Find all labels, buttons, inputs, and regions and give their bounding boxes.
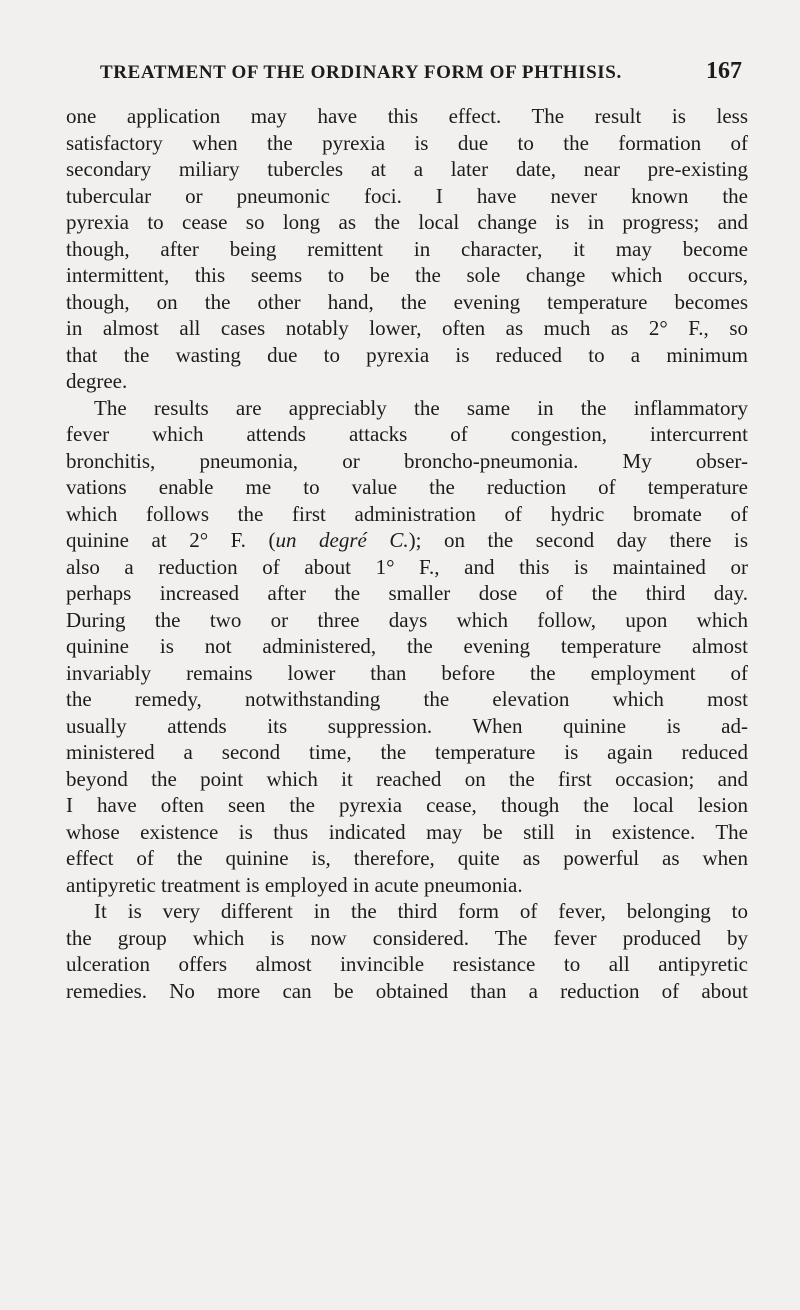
text-line: satisfactory when the pyrexia is due to the formation of [66, 130, 748, 155]
page-number: 167 [706, 58, 742, 84]
text-line: the remedy, notwithstanding the elevation which most [66, 687, 748, 711]
text-line: vations enable me to value the reduction of temperature [66, 475, 748, 499]
text-line: though, on the other hand, the evening temperature becomes [66, 289, 748, 314]
text-line: intermittent, this seems to be the sole change which occurs, [66, 263, 748, 287]
running-header [66, 58, 748, 92]
text-line: quinine is not administered, the evening temperature almost [66, 634, 748, 658]
text-line: degree. [66, 369, 128, 393]
body-text [66, 103, 748, 1004]
text-line: It is very different in the third form of fever, belonging to [94, 899, 748, 923]
italic-phrase: un degré C. [275, 528, 409, 552]
text-line: pyrexia to cease so long as the local change is in progress; and [66, 210, 748, 234]
text-line: fever which attends attacks of congestion, intercurrent [66, 422, 748, 446]
text-line: antipyretic treatment is employed in acute pneumonia. [66, 872, 523, 897]
text-line: the group which is now considered. The fever produced by [66, 925, 748, 950]
text-segment: quinine at 2° F. ( [66, 528, 276, 552]
text-line: bronchitis, pneumonia, or broncho-pneumonia. My obser- [66, 448, 748, 473]
text-line: ministered a second time, the temperature is again reduced [66, 740, 748, 764]
text-line: During the two or three days which follow, upon which [66, 607, 748, 632]
text-line: which follows the first administration of hydric bromate of [66, 501, 748, 526]
header-title: TREATMENT OF THE ORDINARY FORM OF PHTHISIS. [100, 62, 622, 83]
text-line: ulceration offers almost invincible resistance to all antipyretic [66, 952, 748, 976]
text-line: whose existence is thus indicated may be still in existence. The [66, 819, 748, 844]
text-line: usually attends its suppression. When quinine is ad- [66, 713, 748, 738]
text-line: tubercular or pneumonic foci. I have never known the [66, 183, 748, 208]
text-line: I have often seen the pyrexia cease, though the local lesion [66, 793, 748, 817]
text-segment: ); on the second day there is [408, 528, 749, 552]
text-line: effect of the quinine is, therefore, quite as powerful as when [66, 846, 748, 870]
text-line: also a reduction of about 1° F., and this is maintained or [66, 554, 748, 579]
text-line: though, after being remittent in character, it may become [66, 236, 748, 261]
text-line: in almost all cases notably lower, often as much as 2° F., so [66, 316, 748, 340]
text-line: perhaps increased after the smaller dose of the third day. [66, 581, 748, 605]
text-line: beyond the point which it reached on the first occasion; and [66, 766, 748, 791]
text-line: invariably remains lower than before the employment of [66, 660, 748, 685]
text-line: one application may have this effect. The result is less [66, 104, 748, 128]
text-line: remedies. No more can be obtained than a reduction of about [66, 978, 748, 1003]
text-line: that the wasting due to pyrexia is reduced to a minimum [66, 342, 748, 367]
text-line-mixed [66, 527, 748, 554]
text-line: The results are appreciably the same in the inflammatory [94, 395, 748, 420]
text-line: secondary miliary tubercles at a later date, near pre-existing [66, 157, 748, 181]
